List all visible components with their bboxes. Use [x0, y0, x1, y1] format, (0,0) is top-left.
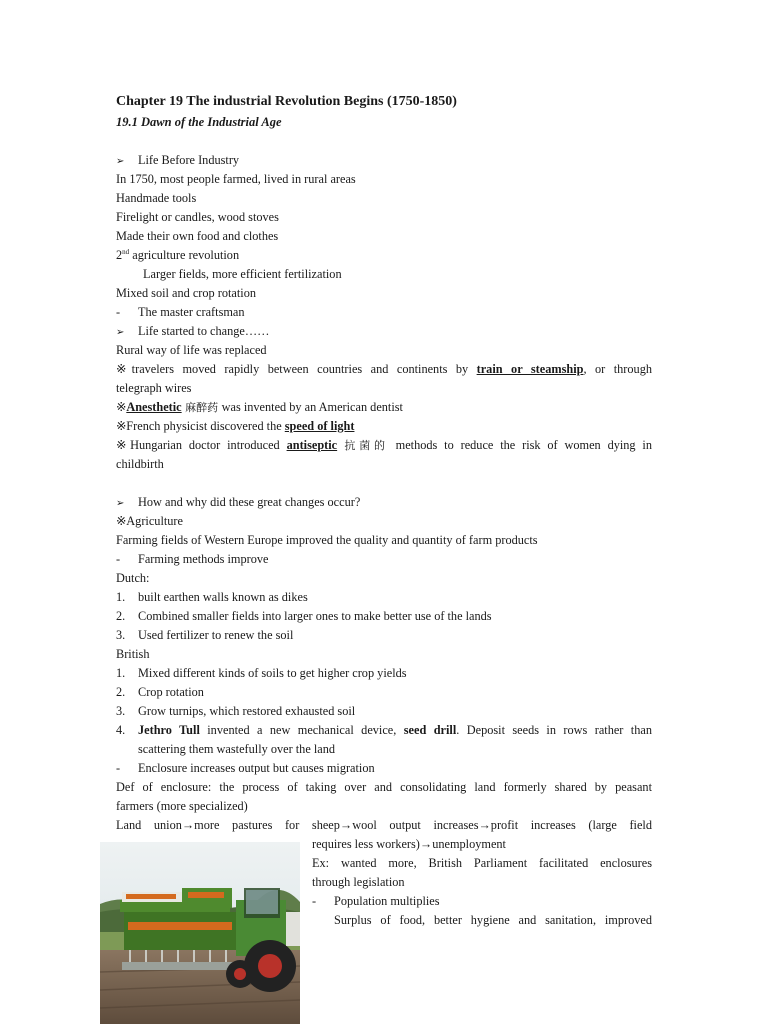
bullet-life-before-industry: ➢ Life Before Industry [116, 151, 239, 171]
paragraph-land-union: Land union→more pastures for sheep→wool output increases→profit increases (large field [116, 818, 652, 832]
arrow-bullet-icon: ➢ [116, 327, 125, 338]
text-line: childbirth [116, 457, 164, 471]
numbered-item: 2. Crop rotation [116, 685, 204, 699]
dash-marker: - [116, 305, 121, 319]
numbered-item: 3. Used fertilizer to renew the soil [116, 628, 294, 642]
numbered-item-marker: 4. [116, 723, 126, 737]
paragraph-def-enclosure: Def of enclosure: the process of taking over and consolidating land formerly shared by peasant [116, 780, 652, 794]
seed-drill-illustration [100, 842, 300, 1024]
paragraph-example: Ex: wanted more, British Parliament facilitated enclosures [312, 856, 652, 870]
arrow-bullet-icon: ➢ [116, 498, 125, 509]
paragraph-antiseptic: ※Hungarian doctor introduced antiseptic 抗菌的 methods to reduce the risk of women dying in [116, 438, 653, 452]
dash-item: - Enclosure increases output but causes migration [116, 759, 375, 778]
paragraph-population: Surplus of food, better hygiene and sanitation, improved [334, 913, 652, 927]
text-line: telegraph wires [116, 381, 192, 395]
seed-drill-photo [100, 842, 300, 1024]
dash-marker: - [116, 552, 121, 566]
text-line: 2nd agriculture revolution [116, 247, 240, 262]
dash-marker: - [116, 761, 121, 775]
text-line: Dutch: [116, 571, 150, 585]
text-line: farmers (more specialized) [116, 799, 248, 813]
text-line: In 1750, most people farmed, lived in rural areas [116, 172, 356, 186]
dash-item: - Farming methods improve [116, 550, 268, 569]
text-line: requires less workers)→unemployment [312, 837, 506, 851]
text-line: Rural way of life was replaced [116, 343, 267, 357]
text-line: British [116, 647, 150, 661]
chapter-title: Chapter 19 The industrial Revolution Begins (1750-1850) [116, 94, 457, 109]
text-line: Handmade tools [116, 191, 197, 205]
paragraph-travelers: ※travelers moved rapidly between countries and continents by train or steamship, or through [116, 362, 652, 376]
paragraph-speed-of-light: ※French physicist discovered the speed of light [116, 419, 355, 433]
text-line: Mixed soil and crop rotation [116, 286, 257, 300]
text-line-indented: scattering them wastefully over the land [138, 742, 336, 756]
text-line: Farming fields of Western Europe improved the quality and quantity of farm products [116, 533, 538, 547]
text-line: Made their own food and clothes [116, 229, 279, 243]
dash-item: - Population multiplies [312, 892, 440, 911]
bullet-how-and-why: ➢ How and why did these great changes occur? [116, 493, 360, 513]
bullet-life-started-to-change: ➢ Life started to change…… [116, 322, 269, 342]
text-line-indented: Larger fields, more efficient fertilization [143, 267, 342, 281]
section-title: 19.1 Dawn of the Industrial Age [116, 115, 282, 129]
numbered-item: 2. Combined smaller fields into larger ones to make better use of the lands [116, 609, 492, 623]
text-line: through legislation [312, 875, 405, 889]
dash-marker: - [312, 894, 317, 908]
text-line: ※Agriculture [116, 514, 183, 528]
arrow-bullet-icon: ➢ [116, 156, 125, 167]
paragraph-anesthetic: ※Anesthetic 麻醉药 was invented by an American dentist [116, 400, 403, 414]
dash-item: - The master craftsman [116, 303, 245, 322]
numbered-item: 1. Mixed different kinds of soils to get higher crop yields [116, 666, 407, 680]
text-line: Firelight or candles, wood stoves [116, 210, 279, 224]
paragraph-jethro-tull: Jethro Tull invented a new mechanical device, seed drill. Deposit seeds in rows rather than [138, 723, 652, 737]
numbered-item: 1. built earthen walls known as dikes [116, 590, 308, 604]
numbered-item: 3. Grow turnips, which restored exhausted soil [116, 704, 356, 718]
